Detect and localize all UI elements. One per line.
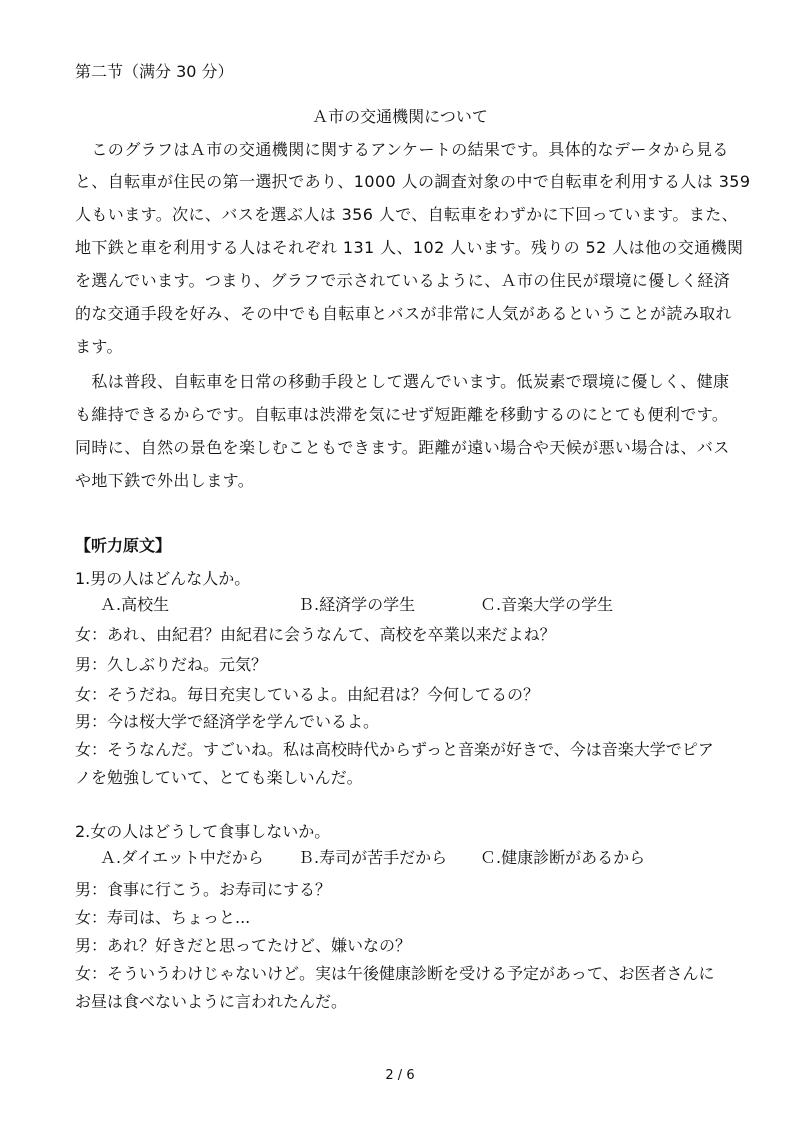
dialogue-line: 女：あれ、由紀君？由紀君に会うなんて、高校を卒業以来だよね？: [75, 625, 556, 644]
essay-line: 同時に、自然の景色を楽しむこともできます。距離が遠い場合や天候が悪い場合は、バス: [75, 438, 730, 457]
dialogue-line: 女：そうなんだ。すごいね。私は高校時代からずっと音楽が好きで、今は音楽大学でピア: [75, 740, 714, 759]
q1-option-b: Ｂ.経済学の学生: [298, 595, 416, 614]
dialogue-line: ノを勉強していて、とても楽しいんだ。: [75, 768, 363, 787]
q2-option-c: Ｃ.健康診断があるから: [480, 848, 646, 867]
dialogue-line: 男：あれ？好きだと思ってたけど、嫌いなの？: [75, 936, 412, 955]
essay-line: と、自転車が住民の第一選択であり、1000 人の調査対象の中で自転車を利用する人は 359: [75, 172, 751, 191]
essay-line: を選んでいます。つまり、グラフで示されているように、Ａ市の住民が環境に優しく経済: [75, 271, 731, 290]
dialogue-line: 女：そうだね。毎日充実しているよ。由紀君は？今何してるの？: [75, 685, 540, 704]
q1-option-c: Ｃ.音楽大学の学生: [480, 595, 614, 614]
q2-option-a: Ａ.ダイエット中だから: [100, 848, 264, 867]
section-heading: 第二节（满分 30 分）: [75, 62, 234, 81]
essay-line: 的な交通手段を好み、その中でも自転車とバスが非常に人気があるということが読み取れ: [75, 304, 732, 323]
dialogue-line: お昼は食べないように言われたんだ。: [75, 992, 348, 1011]
essay-line: も維持できるからです。自転車は渋滞を気にせず短距離を移動するのにとても便利です。: [75, 405, 729, 424]
page-number: 2 / 6: [385, 1068, 415, 1083]
dialogue-line: 男：今は桜大学で経済学を学んでいるよ。: [75, 712, 380, 731]
essay-line: 私は普段、自転車を日常の移動手段として選んでいます。低炭素で環境に優しく、健康: [75, 372, 730, 391]
essay-line: 人もいます。次に、バスを選ぶ人は 356 人で、自転車をわずかに下回っています。また、: [75, 205, 739, 224]
dialogue-line: 女：寿司は、ちょっと...: [75, 908, 251, 927]
q1-option-a: Ａ.高校生: [100, 595, 170, 614]
dialogue-line: 男：食事に行こう。お寿司にする？: [75, 880, 332, 899]
listening-heading: 【听力原文】: [75, 536, 172, 555]
question-1: 1.男の人はどんな人か。: [75, 569, 251, 588]
essay-line: や地下鉄で外出します。: [75, 471, 255, 490]
question-2: 2.女の人はどうして食事しないか。: [75, 822, 331, 841]
essay-line: ます。: [75, 337, 123, 356]
dialogue-line: 女：そういうわけじゃないけど。実は午後健康診断を受ける予定があって、お医者さんに: [75, 964, 715, 983]
q2-option-b: Ｂ.寿司が苦手だから: [298, 848, 448, 867]
dialogue-line: 男：久しぶりだね。元気？: [75, 655, 268, 674]
essay-title: Ａ市の交通機関について: [312, 107, 488, 126]
essay-line: 地下鉄と車を利用する人はそれぞれ 131 人、102 人います。残りの 52 人は他の交通機関: [75, 238, 744, 257]
essay-line: このグラフはＡ市の交通機関に関するアンケートの結果です。具体的なデータから見る: [75, 140, 729, 159]
